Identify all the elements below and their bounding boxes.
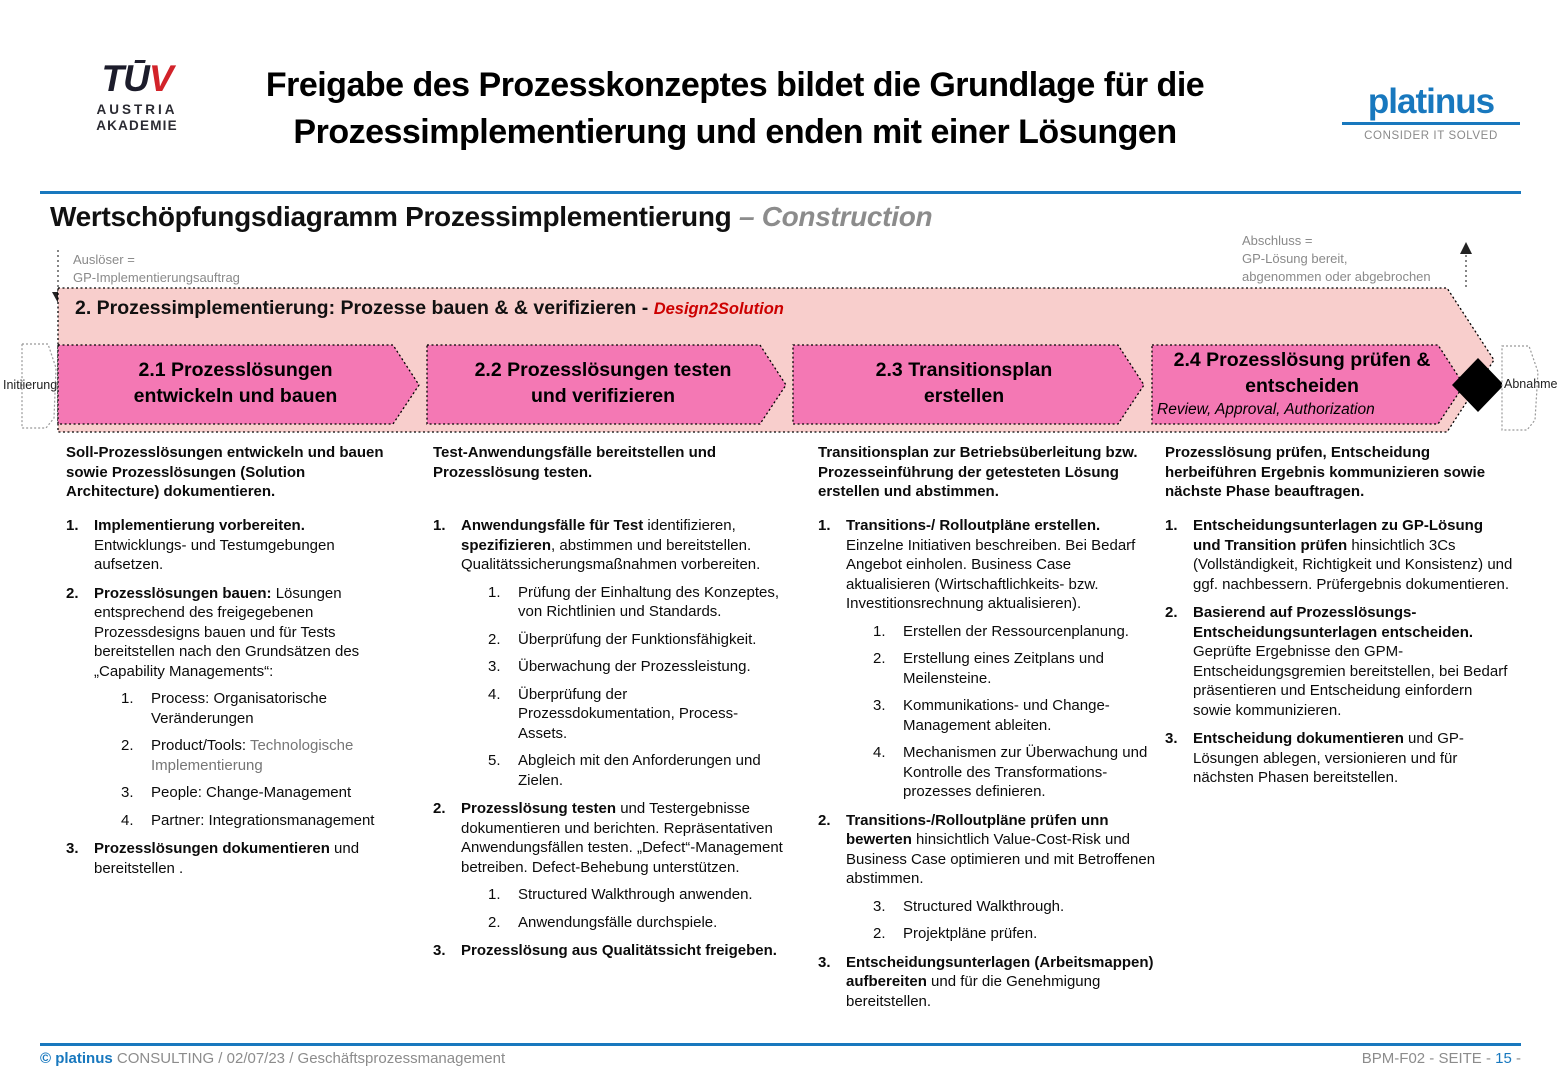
section-title-accent: – Construction [738,201,933,232]
list-number: 1. [818,517,831,534]
list-number: 2. [873,650,886,667]
list-text-segment: Prozesslösung testen [461,800,617,817]
list-text-segment: Geprüfte Ergebnisse den GPM-Entscheidungsgremien bereitstellen, bei Bedarf präsentieren und Entscheidung einfordern sowie kommunizieren. [1193,643,1508,719]
footer-page-number: 15 [1495,1050,1512,1067]
list-item [66,839,400,878]
completion-note-line2: GP-Lösung bereit, [1242,251,1348,267]
list-number: 3. [873,697,886,714]
list-number: 1. [433,517,446,534]
list-number: 2. [488,630,501,648]
list-text-segment: und GP-Lösungen ablegen, versionieren und für nächsten Phasen bereitstellen. [1193,730,1464,786]
list-text-segment: Transitions-/ Rolloutpläne erstellen. [846,517,1101,534]
footer-copyright: © platinus [40,1050,113,1067]
sub-list-item [488,685,785,744]
step-title-line2: und verifizieren [530,385,676,407]
sub-list-item [488,913,785,933]
list-item [1165,729,1513,788]
sub-list-item [488,751,785,790]
step-2-4-title [1152,344,1452,424]
list-number: 3. [488,658,501,675]
sub-list-item [873,897,1156,917]
list-number: 5. [488,752,501,769]
list-text-segment: spezifizieren [461,536,552,554]
list-text [903,743,1156,802]
list-text-segment: Basierend auf Prozesslösungs-Entscheidungsunterlagen entscheiden. [1193,604,1474,641]
task-column-2-4 [1165,443,1513,797]
sub-list-item [873,743,1156,802]
trigger-note-line1: Auslöser = [73,252,135,267]
sub-list-item [873,924,1156,944]
list-text [903,649,1156,688]
list-text-segment: Erstellung eines Zeitplans und Meilensteine. [903,650,1104,687]
completion-note-line1: Abschluss = [1242,233,1313,248]
list-item [433,941,785,961]
list-text-segment: Technologische Implementierung [151,737,354,774]
list-text [518,657,785,677]
step-2-3-title [793,344,1135,424]
list-text-segment: Erstellen der Ressourcenplanung. [903,622,1129,640]
list-item [66,584,400,831]
list-number: 3. [873,897,886,915]
task-column-2-1 [66,443,400,887]
list-text-segment: Partner: Integrationsmanagement [151,811,375,829]
sub-list-item [121,736,400,775]
tuv-logo-austria: AUSTRIA [96,102,178,117]
list-text [151,689,400,728]
list-text-segment: Überprüfung der Prozessdokumentation, Process-Assets. [518,685,739,742]
completion-note-line3: abgenommen oder abgebrochen [1242,269,1431,285]
list-text-segment: People: Change-Management [151,784,352,801]
list-text-segment: und für die Genehmigung bereitstellen. [846,973,1101,1010]
sub-list-item [488,885,785,905]
list-text [903,622,1156,642]
list-text [518,630,785,650]
column-intro: Test-Anwendungsfälle bereitstellen und Prozesslösung testen. [433,444,717,481]
list-text-segment: Structured Walkthrough anwenden. [518,886,753,903]
list-text [1193,729,1513,788]
phase-band-title-accent: Design2Solution [653,300,784,318]
footer-left [40,1050,505,1067]
list-number: 4. [121,811,134,829]
list-number: 1. [873,622,886,640]
list-text-segment: Überprüfung der Funktionsfähigkeit. [518,630,757,648]
list-number: 1. [121,690,134,707]
list-text-segment: Prozesslösungen bauen: [94,584,272,602]
list-text-segment: identifizieren, [643,517,736,534]
list-number: 3. [433,942,446,959]
list-item [818,811,1156,944]
list-text-segment: Entscheidung dokumentieren [1193,730,1404,747]
list-text [903,696,1156,735]
list-text [903,897,1156,917]
list-text-segment: Mechanismen zur Überwachung und Kontrolle des Transformations-prozesses definieren. [903,744,1148,800]
list-text [846,811,1156,944]
list-text-segment: Prüfung der Einhaltung des Konzeptes, von Richtlinien und Standards. [518,583,780,620]
list-text [151,736,400,775]
list-text-segment: Überwachung der Prozessleistung. [518,658,751,675]
list-number: 2. [488,913,501,931]
list-text-segment: Entwicklungs- und Testumgebungen aufsetzen. [94,536,335,573]
platinus-logo-tagline: CONSIDER IT SOLVED [1364,129,1498,142]
sub-list-item [873,649,1156,688]
list-text-segment: Process: Organisatorische Veränderungen [151,690,327,727]
list-number: 3. [1165,730,1178,747]
step-title-line1: 2.2 Prozesslösungen testen [474,359,732,382]
trigger-note-line2: GP-Implementierungsauftrag [73,270,240,286]
list-text-segment: Abgleich mit den Anforderungen und Zielen. [518,752,761,789]
phase-band-title [75,297,784,320]
sub-list-item [873,622,1156,642]
list-number: 1. [488,583,501,601]
section-title [50,201,932,233]
list-text-segment: Entscheidungsunterlagen (Arbeitsmappen) aufbereiten [846,953,1154,990]
step-title-line2: entscheiden [1245,374,1359,397]
list-text-segment: Kommunikations- und Change-Management ableiten. [903,697,1110,734]
sub-list-item [121,689,400,728]
list-text [94,839,400,878]
list-number: 2. [818,811,831,829]
sub-list-item [488,583,785,622]
step-2-2-title [427,344,779,424]
section-title-main: Wertschöpfungsdiagramm Prozessimplementierung [50,201,739,232]
list-text-segment: hinsichtlich Value-Cost-Risk und Business Case optimieren und mit Betroffenen abstimmen. [846,831,1156,887]
step-title-line2: entwickeln und bauen [133,385,338,407]
sub-list [461,583,785,791]
column-intro: Transitionsplan zur Betriebsüberleitung bzw. Prozesseinführung der getesteten Lösung erstellen und abstimmen. [818,444,1138,500]
list-number: 1. [488,886,501,903]
list-text [94,584,400,831]
list-text-segment: Prozesslösung aus Qualitätssicht freigeben. [461,942,777,959]
list-number: 4. [873,744,886,761]
list-text-segment: Prozesslösungen dokumentieren [94,840,330,857]
list-text [461,941,785,961]
task-column-2-3 [818,443,1156,1020]
list-text [518,913,785,933]
list-text-segment: und bereitstellen . [94,840,360,877]
trigger-note [73,251,240,287]
list-text-segment: Projektpläne prüfen. [903,925,1038,942]
list-number: 2. [433,800,446,817]
list-text-segment: Implementierung vorbereiten. [94,517,305,534]
tuv-logo-akademie: AKADEMIE [96,117,178,133]
sub-list-item [488,630,785,650]
platinus-logo-name: platinus [1342,84,1520,125]
list-item [1165,516,1513,594]
list-text [518,583,785,622]
list-item [433,799,785,932]
list-text [518,885,785,905]
list-text [1193,516,1513,594]
completion-note [1242,232,1431,287]
sub-list [846,622,1156,802]
footer-left-text: CONSULTING / 02/07/23 / Geschäftsprozessmanagement [112,1050,506,1067]
footer-right [1362,1050,1521,1067]
footer-right-suffix: - [1511,1050,1521,1067]
list-text-segment: , abstimmen und bereitstellen. Qualitätssicherungsmaßnahmen vorbereiten. [461,536,761,573]
step-title-line2: erstellen [923,385,1005,407]
list-number: 4. [488,685,501,703]
initiation-label: Initiierung [3,378,58,392]
list-number: 3. [66,840,79,857]
list-number: 1. [1165,517,1178,534]
list-text-segment: Anwendungsfälle durchspiele. [518,913,718,931]
list-text [846,516,1156,802]
list-item [1165,603,1513,720]
list-text [1193,603,1513,720]
sub-list-item [121,783,400,803]
step-title-line1: 2.4 Prozesslösung prüfen & [1173,349,1431,372]
list-number: 2. [1165,604,1178,621]
tuv-red-check-icon: V [148,58,173,99]
list-number: 1. [66,517,79,534]
acceptance-label: Abnahme [1504,377,1558,391]
slide-title [150,62,1320,156]
list-text-segment: und Testergebnisse dokumentieren und berichten. Repräsentativen Anwendungsfällen testen. „Defect“-Management betreiben. Defect-Behebung unterstützen. [461,800,783,876]
list-text [903,924,1156,944]
list-text [518,751,785,790]
column-intro: Soll-Prozesslösungen entwickeln und bauen sowie Prozesslösungen (Solution Architecture) dokumentieren. [66,444,384,500]
list-text [846,953,1156,1012]
list-text-segment: Einzelne Initiativen beschreiben. Bei Bedarf Angebot einholen. Business Case aktualisieren (Wirtschaftlichkeits- bzw. Investitionsrechnung aktualisieren). [846,536,1136,612]
list-text [518,685,785,744]
sub-list [94,689,400,830]
header-divider [40,191,1521,194]
list-text [151,811,400,831]
step-2-1-title [58,344,413,424]
list-text-segment: Structured Walkthrough. [903,897,1065,915]
list-text [151,783,400,803]
completion-arrow [1460,242,1472,287]
slide-title-line2: Prozessimplementierung und enden mit einer Lösungen [293,112,1177,151]
list-item [818,516,1156,802]
phase-band-title-text: 2. Prozessimplementierung: Prozesse bauen & & verifizieren - [75,297,654,319]
list-number: 3. [818,953,831,971]
sub-list-item [121,811,400,831]
list-number: 3. [121,784,134,801]
list-text-segment: Product/Tools: [151,737,250,754]
column-intro: Prozesslösung prüfen, Entscheidung herbeiführen Ergebnis kommunizieren sowie nächste Phase beauftragen. [1165,444,1486,500]
footer-divider [40,1043,1521,1046]
sub-list [846,897,1156,944]
list-text [461,799,785,932]
step-subtitle: Review, Approval, Authorization [1157,400,1375,418]
list-text-segment: Anwendungsfälle für Test [461,517,644,534]
list-item [818,953,1156,1012]
list-number: 2. [121,737,134,754]
slide-title-line1: Freigabe des Prozesskonzeptes bildet die Grundlage für die [265,66,1205,104]
task-column-2-2 [433,443,785,970]
list-number: 2. [66,584,79,602]
list-item [433,516,785,790]
sub-list-item [873,696,1156,735]
list-number: 2. [873,925,886,942]
footer-doc-id: BPM-F02 - SEITE - [1361,1050,1496,1067]
list-text [94,516,400,575]
step-title-line1: 2.1 Prozesslösungen [138,359,333,382]
list-text [461,516,785,790]
step-title-line1: 2.3 Transitionsplan [875,359,1053,382]
list-text-segment: Lösungen entsprechend des freigegebenen Prozessdesigns bauen und für Tests bereitstellen nach den Grundsätzen des „Capability Managements“: [94,584,360,680]
list-text-segment: Transitions-/Rolloutpläne prüfen unn bewerten [846,811,1109,848]
tuv-logo-word: TŪV [101,58,173,99]
platinus-logo [1342,84,1520,142]
list-text-segment: hinsichtlich 3Cs (Vollständigkeit, Richtigkeit und Konsistenz) und ggf. nachbessern. Prüfergebnis dokumentieren. [1193,536,1513,593]
sub-list [461,885,785,932]
list-item [66,516,400,575]
list-text-segment: Entscheidungsunterlagen zu GP-Lösung und Transition prüfen [1193,517,1484,554]
sub-list-item [488,657,785,677]
